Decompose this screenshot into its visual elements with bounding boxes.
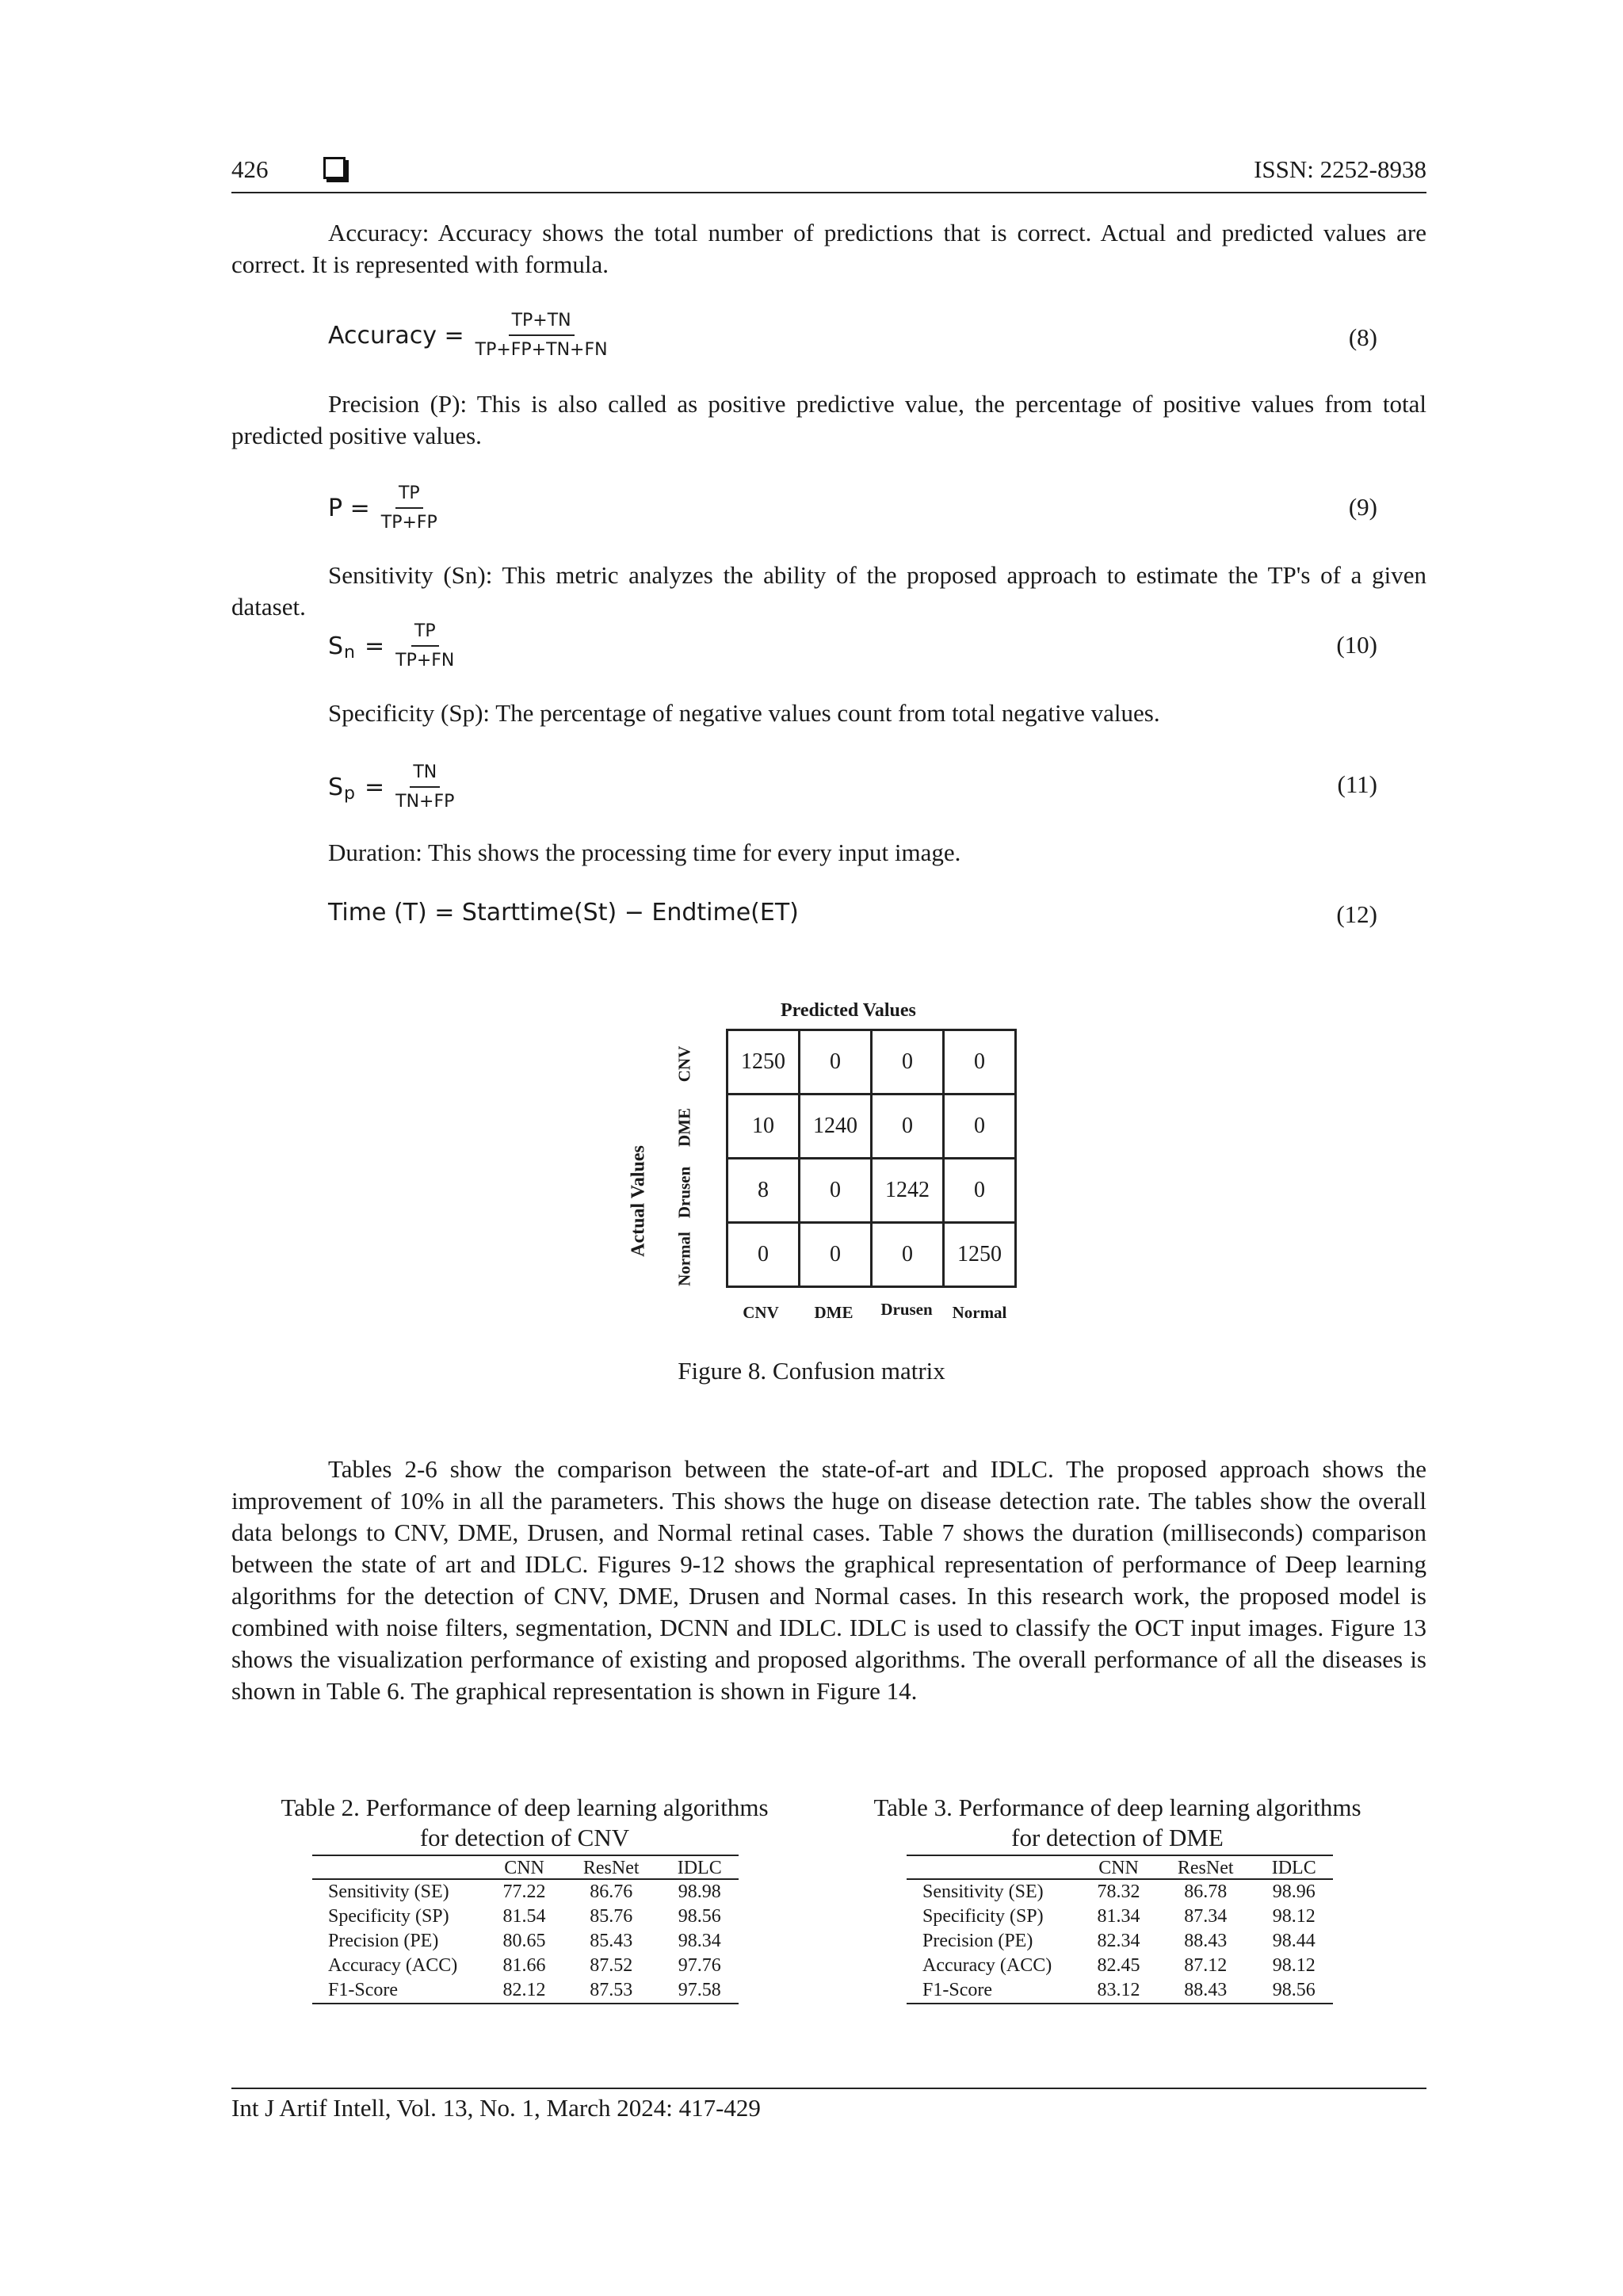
row-label-cnv: CNV <box>674 1045 694 1083</box>
table-row: Precision (PE) 80.65 85.43 98.34 <box>328 1931 721 1951</box>
table-header-cell: ResNet <box>1156 1855 1254 1879</box>
confusion-matrix-axis-label: Actual Values <box>628 1145 649 1257</box>
row-label-drusen: Drusen <box>674 1166 694 1219</box>
matrix-cell: 0 <box>800 1030 872 1095</box>
issn: ISSN: 2252-8938 <box>1254 155 1426 183</box>
matrix-row <box>727 1095 1016 1159</box>
confusion-matrix-grid <box>726 1029 1017 1288</box>
matrix-row <box>727 1159 1016 1223</box>
row-label-normal: Normal <box>674 1232 694 1286</box>
table-header-cell: CNN <box>487 1855 562 1879</box>
matrix-row <box>727 1030 1016 1095</box>
matrix-cell: 0 <box>727 1223 800 1287</box>
matrix-cell: 0 <box>872 1223 944 1287</box>
col-label-drusen: Drusen <box>880 1300 933 1319</box>
table-row: Precision (PE) 82.34 88.43 98.44 <box>922 1931 1316 1951</box>
page-number: 426 <box>231 155 269 183</box>
matrix-cell: 0 <box>944 1030 1016 1095</box>
col-label-normal: Normal <box>952 1303 1007 1322</box>
table-row: Accuracy (ACC) 81.66 87.52 97.76 <box>328 1955 721 1976</box>
table-3 <box>907 1855 1333 2004</box>
table-row: F1-Score 83.12 88.43 98.56 <box>907 1978 1333 2004</box>
paragraph-specificity: Specificity (Sp): The percentage of negative values count from total negative values. <box>328 699 1160 727</box>
col-label-cnv: CNV <box>743 1303 779 1322</box>
table-3-caption: Table 3. Performance of deep learning algorithms for detection of DME <box>873 1794 1361 1851</box>
table-2-caption: Table 2. Performance of deep learning algorithms for detection of CNV <box>281 1794 769 1851</box>
equation-number-11: (11) <box>1337 770 1377 798</box>
matrix-cell: 0 <box>944 1095 1016 1159</box>
matrix-cell: 0 <box>800 1159 872 1223</box>
table-row: Sensitivity (SE) 78.32 86.78 98.96 <box>922 1881 1316 1902</box>
col-label-dme: DME <box>814 1303 854 1322</box>
matrix-cell: 1250 <box>944 1223 1016 1287</box>
paragraph-accuracy: Accuracy: Accuracy shows the total number of predictions that is correct. Actual and predicted values are correct. It is represented with formula. <box>231 219 1426 278</box>
matrix-cell: 10 <box>727 1095 800 1159</box>
paragraph-duration: Duration: This shows the processing time for every input image. <box>328 839 961 866</box>
equation-11: S p = $\frac{TN}{TN+FP}$ <box>328 762 455 812</box>
equation-10: S n = $\frac{TP}{TP+FN}$ <box>328 621 455 670</box>
confusion-matrix-title: Predicted Values <box>781 1000 916 1021</box>
equation-9: P = $\frac{TP}{TP+FP}$ <box>328 483 437 533</box>
matrix-cell: 1242 <box>872 1159 944 1223</box>
table-header-cell <box>312 1855 487 1879</box>
table-header-cell: IDLC <box>1254 1855 1333 1879</box>
matrix-cell: 0 <box>872 1095 944 1159</box>
table-row: F1-Score 82.12 87.53 97.58 <box>312 1978 739 2004</box>
equation-8: Accuracy = $\frac{TP+TN}{TP+FP+TN+FN}$ <box>328 311 608 360</box>
matrix-cell: 8 <box>727 1159 800 1223</box>
table-header-cell: IDLC <box>660 1855 739 1879</box>
table-2 <box>312 1855 739 2004</box>
paragraph-tables-intro: Tables 2-6 show the comparison between the state-of-art and IDLC. The proposed approach shows the improvement of 10% in all the parameters. This shows the huge on disease detection rate. The tables show the overall data belongs to CNV, DME, Drusen, and Normal retinal cases. Table 7 shows the duration (milliseconds) comparison between the state of art and IDLC. Figures 9-12 shows the graphical representation of performance of Deep learning algorithms for the detection of CNV, DME, Drusen and Normal cases. In this research work, the proposed model is combined with noise filters, segmentation, DCNN and IDLC. IDLC is used to classify the OCT input images. Figure 13 shows the visualization performance of existing and proposed algorithms. The overall performance of all the diseases is shown in Table 6. The graphical representation is shown in Figure 14. <box>231 1455 1426 1705</box>
table-row: Sensitivity (SE) 77.22 86.76 98.98 <box>328 1881 721 1902</box>
matrix-cell: 0 <box>872 1030 944 1095</box>
equation-12: Time (T) = Starttime(St) − Endtime(ET) <box>328 899 799 926</box>
matrix-cell: 0 <box>944 1159 1016 1223</box>
matrix-cell: 1250 <box>727 1030 800 1095</box>
table-header-cell <box>907 1855 1081 1879</box>
matrix-cell: 0 <box>800 1223 872 1287</box>
figure-8-caption: Figure 8. Confusion matrix <box>678 1357 945 1385</box>
equation-number-9: (9) <box>1348 493 1377 521</box>
footer-rule <box>231 2088 1426 2089</box>
equation-number-8: (8) <box>1348 323 1377 351</box>
matrix-cell: 1240 <box>800 1095 872 1159</box>
row-label-dme: DME <box>674 1108 694 1147</box>
matrix-row <box>727 1223 1016 1287</box>
equation-number-10: (10) <box>1336 631 1377 659</box>
table-header-cell: ResNet <box>562 1855 660 1879</box>
table-row: Specificity (SP) 81.34 87.34 98.12 <box>922 1906 1316 1927</box>
equation-number-12: (12) <box>1336 900 1377 928</box>
square-bullet-icon <box>323 157 346 179</box>
footer-citation: Int J Artif Intell, Vol. 13, No. 1, March 2024: 417-429 <box>231 2094 761 2122</box>
paragraph-sensitivity: Sensitivity (Sn): This metric analyzes the ability of the proposed approach to estimate the TP's of a given dataset. <box>231 561 1426 621</box>
table-row: Accuracy (ACC) 82.45 87.12 98.12 <box>922 1955 1316 1976</box>
table-header-cell: CNN <box>1081 1855 1156 1879</box>
table-row: Specificity (SP) 81.54 85.76 98.56 <box>328 1906 721 1927</box>
header-rule <box>231 192 1426 193</box>
paragraph-precision: Precision (P): This is also called as positive predictive value, the percentage of positive values from total predicted positive values. <box>231 390 1426 449</box>
